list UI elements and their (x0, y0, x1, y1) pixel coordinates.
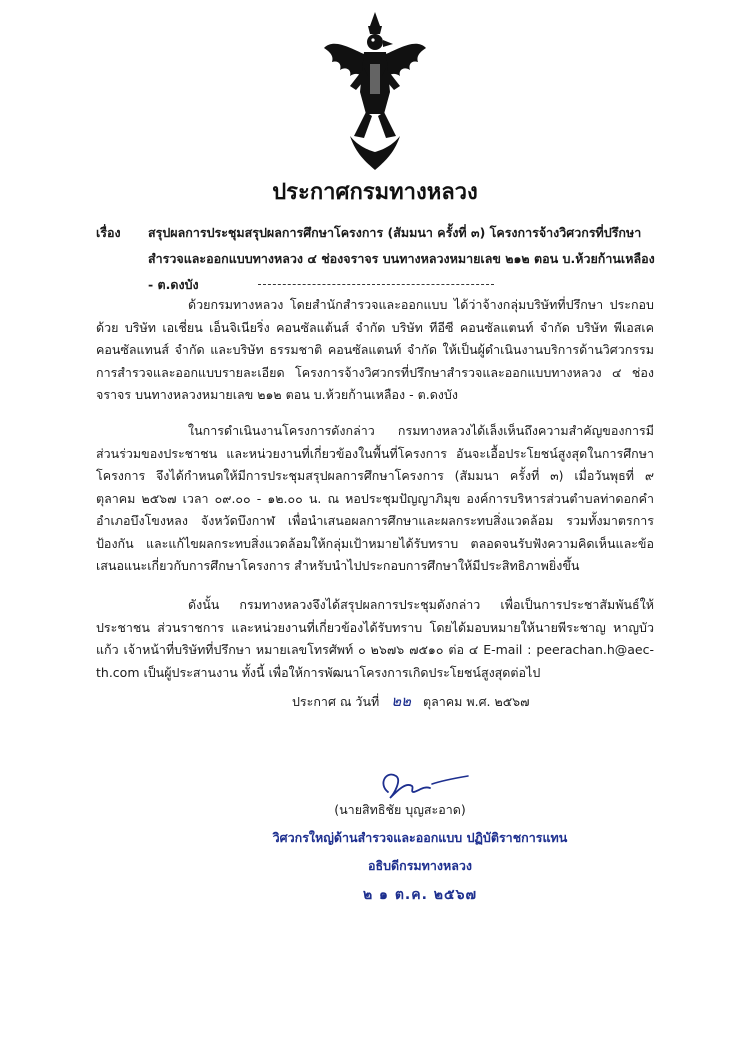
signature-stamp-date: ๒ ๑ ต.ค. ๒๕๖๗ (362, 887, 478, 903)
subject-text: สรุปผลการประชุมสรุปผลการศึกษาโครงการ (สัมมนา ครั้งที่ ๓) โครงการจ้างวิศวกรที่ปรึกษาสำรวจและออกแบบทางหลวง ๔ ช่องจราจร บนทางหลวงหมายเลข ๒๑๒ ตอน บ.ห้วยก้านเหลือง - ต.ดงบัง (148, 225, 655, 292)
signatory-position: วิศวกรใหญ่ด้านสำรวจและออกแบบ ปฏิบัติราชการแทน (272, 830, 568, 845)
garuda-emblem-icon (320, 8, 430, 178)
body-paragraph-3 (96, 594, 654, 684)
announcement-day: ๒๒ (391, 692, 411, 710)
subject-label: เรื่อง (96, 225, 121, 240)
handwritten-signature-icon (368, 762, 478, 804)
signatory-organization: อธิบดีกรมทางหลวง (367, 858, 473, 873)
paragraph-text: ด้วยกรมทางหลวง โดยสำนักสำรวจและออกแบบ ได้ว่าจ้างกลุ่มบริษัทที่ปรึกษา ประกอบด้วย บริษัท เอเชี่ยน เอ็นจิเนียริ่ง คอนซัลแต้นส์ จำกัด บริษัท ทีอีซี คอนซัลแตนท์ จำกัด บริษัท พีเอสเค คอนซัลแทนส์ จำกัด และบริษัท ธรรมชาติ คอนซัลแตนท์ จำกัด ให้เป็นผู้ดำเนินงานบริการด้านวิศวกรรมการสำรวจและออกแบบรายละเอียด โครงการจ้างวิศวกรที่ปรึกษาสำรวจและออกแบบทางหลวง ๔ ช่องจราจร บนทางหลวงหมายเลข ๒๑๒ ตอน บ.ห้วยก้านเหลือง - ต.ดงบัง (96, 297, 654, 402)
announcement-month-year: ตุลาคม พ.ศ. ๒๕๖๗ (422, 694, 530, 709)
announcement-date (292, 690, 530, 713)
subject-block (96, 220, 656, 298)
body-paragraph-2 (96, 420, 654, 578)
announcement-prefix: ประกาศ ณ วันที่ (292, 694, 380, 709)
paragraph-text: ดังนั้น กรมทางหลวงจึงได้สรุปผลการประชุมดังกล่าว เพื่อเป็นการประชาสัมพันธ์ให้ประชาชน ส่วนราชการ และหน่วยงานที่เกี่ยวข้องได้รับทราบ โดยได้มอบหมายให้นายพีระชาญ หาญบัวแก้ว เจ้าหน้าที่บริษัทที่ปรึกษา หมายเลขโทรศัพท์ ๐ ๒๖๗๖ ๗๕๑๐ ต่อ ๔ E-mail : peerachan.h@aec-th.com เป็นผู้ประสานงาน ทั้งนี้ เพื่อให้การพัฒนาโครงการเกิดประโยชน์สูงสุดต่อไป (96, 597, 654, 680)
page-title: ประกาศกรมทางหลวง (272, 179, 478, 205)
paragraph-text: ในการดำเนินงานโครงการดังกล่าว กรมทางหลวงได้เล็งเห็นถึงความสำคัญของการมีส่วนร่วมของประชาชน และหน่วยงานที่เกี่ยวข้องในพื้นที่โครงการ อันจะเอื้อประโยชน์สูงสุดในการศึกษาโครงการ จึงได้กำหนดให้มีการประชุมสรุปผลการศึกษาโครงการ (สัมมนา ครั้งที่ ๓) เมื่อวันพุธที่ ๙ ตุลาคม ๒๕๖๗ เวลา ๐๙.๐๐ - ๑๒.๐๐ น. ณ หอประชุมปัญญาภิมุข องค์การบริหารส่วนตำบลท่าดอกคำ อำเภอบึงโขงหลง จังหวัดบึงกาฬ เพื่อนำเสนอผลการศึกษาและผลกระทบสิ่งแวดล้อม รวมทั้งมาตรการป้องกัน และแก้ไขผลกระทบสิ่งแวดล้อมให้กลุ่มเป้าหมายได้รับทราบ ตลอดจนรับฟังความคิดเห็นและข้อเสนอแนะเกี่ยวกับการศึกษาโครงการ สำหรับนำไปประกอบการศึกษาให้มีประสิทธิภาพยิ่งขึ้น (96, 423, 654, 573)
divider (258, 284, 494, 285)
body-paragraph-1 (96, 294, 654, 407)
signatory-name: (นายสิทธิชัย บุญสะอาด) (334, 802, 466, 817)
